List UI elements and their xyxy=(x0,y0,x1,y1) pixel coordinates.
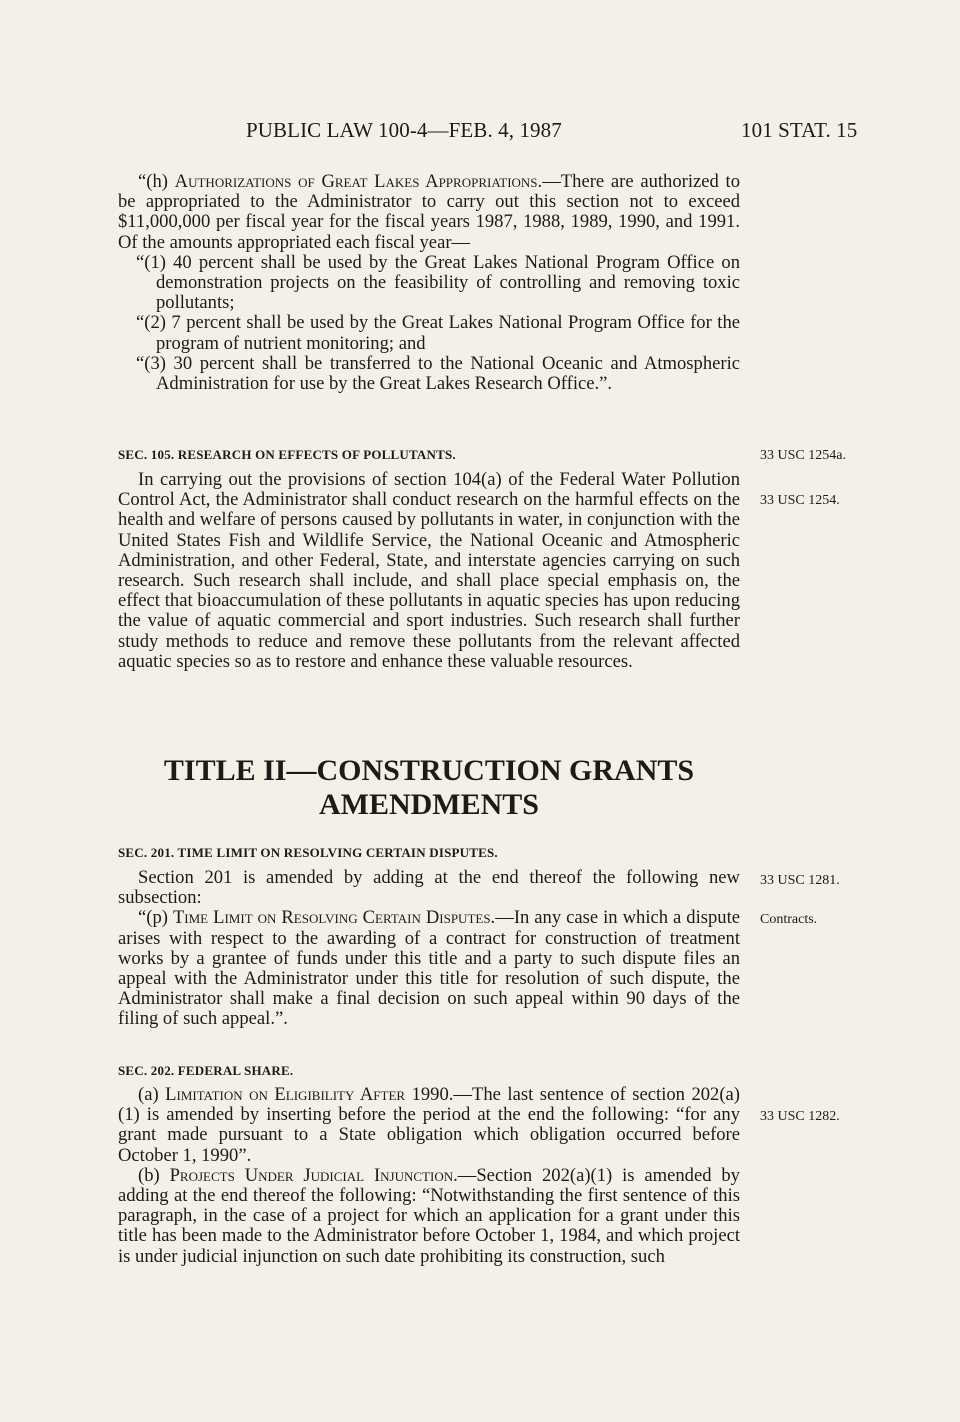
subsection-h-lead: “(h) xyxy=(138,171,175,192)
sec-202-b-heading: Projects Under Judicial Injunction. xyxy=(169,1164,458,1186)
page-header-stat: 101 STAT. 15 xyxy=(741,118,858,142)
sec-202-body xyxy=(118,1085,740,1267)
subsection-h xyxy=(118,172,740,394)
margin-note-usc-1282: 33 USC 1282. xyxy=(760,1109,840,1124)
sec-105-body xyxy=(118,470,740,672)
sec-201-sub-text: —In any case in which a dispute arises with respect to the awarding of a contract for construction of treatment works by a grantee of funds under this title and a party to such dispute files an appeal with the Administrator under this title for resolution of such dispute, the Administrator shall make a final decision on such appeal within 90 days of the filing of such appeal.”. xyxy=(118,907,740,1030)
title-ii-line-2: AMENDMENTS xyxy=(318,788,539,821)
subsection-h-item-1: “(1) 40 percent shall be used by the Great Lakes National Program Office on demonstration projects on the feasibility of controlling and removing toxic pollutants; xyxy=(136,251,740,314)
subsection-h-paragraph xyxy=(118,172,740,253)
title-ii-line-1: TITLE II—CONSTRUCTION GRANTS xyxy=(163,754,695,787)
title-ii-heading xyxy=(118,754,740,822)
sec-105-paragraph: In carrying out the provisions of section 104(a) of the Federal Water Pollution Control Act, the Administrator shall conduct research on the harmful effects on the health and welfare of persons caused by pollutants in water, in conjunction with the United States Fish and Wildlife Service, the National Oceanic and Atmospheric Administration, and other Federal, State, and interstate agencies carrying on such research. Such research shall include, and shall place special emphasis on, the effect that bioaccumulation of these pollutants in aquatic species has upon reducing the value of aquatic commercial and sport industries. Such research shall further study methods to reduce and remove these pollutants from the relevant affected aquatic species so as to restore and enhance these valuable resources. xyxy=(118,469,740,672)
subsection-h-heading: Authorizations of Great Lakes Appropriations. xyxy=(174,171,543,192)
sec-202-b xyxy=(118,1166,740,1267)
subsection-h-item-3: “(3) 30 percent shall be transferred to the National Oceanic and Atmospheric Administration for use by the Great Lakes Research Office.”. xyxy=(136,352,740,395)
sec-202-a-lead: (a) xyxy=(138,1084,166,1105)
page-header-title: PUBLIC LAW 100-4—FEB. 4, 1987 xyxy=(246,118,562,142)
subsection-h-text: —There are authorized to be appropriated to the Administrator to carry out this section not to exceed $11,000,000 per fiscal year for the fiscal years 1987, 1988, 1989, 1990, and 1991. Of the amounts appropriated each fiscal year— xyxy=(118,171,740,253)
sec-202-b-text: —Section 202(a)(1) is amended by adding at the end thereof the following: “Notwithstanding the first sentence of this paragraph, in the case of a project for which an application for a grant under this title has been made to the Administrator before October 1, 1984, and which project is under judicial injunction on such date prohibiting its construction, such xyxy=(118,1164,740,1267)
sec-105-heading: SEC. 105. RESEARCH ON EFFECTS OF POLLUTANTS. xyxy=(118,447,456,462)
sec-201-heading: SEC. 201. TIME LIMIT ON RESOLVING CERTAIN DISPUTES. xyxy=(118,845,498,860)
sec-202-heading: SEC. 202. FEDERAL SHARE. xyxy=(118,1063,294,1078)
sec-201-lead: “(p) xyxy=(138,907,173,929)
sec-201-intro: Section 201 is amended by adding at the end thereof the following new subsection: xyxy=(118,867,740,909)
sec-202-b-lead: (b) xyxy=(138,1164,170,1186)
sec-201-subsection-p xyxy=(118,908,740,1029)
margin-note-usc-1281: 33 USC 1281. xyxy=(760,873,840,888)
sec-201-body xyxy=(118,868,740,1030)
sec-202-a-text: —The last sentence of section 202(a)(1) is amended by inserting before the period at the end the following: “for any grant made pursuant to a State obligation which obligation occurred before October 1, 1990”. xyxy=(118,1084,740,1166)
margin-note-contracts: Contracts. xyxy=(760,912,818,927)
margin-note-usc-1254a: 33 USC 1254a. xyxy=(760,448,846,463)
subsection-h-item-2: “(2) 7 percent shall be used by the Great Lakes National Program Office for the program of nutrient monitoring; and xyxy=(136,312,740,354)
sec-202-a xyxy=(118,1085,740,1166)
sec-202-a-heading: Limitation on Eligibility After 1990. xyxy=(165,1084,454,1105)
sec-201-sub-heading: Time Limit on Resolving Certain Disputes. xyxy=(172,907,496,929)
margin-note-usc-1254: 33 USC 1254. xyxy=(760,493,840,508)
